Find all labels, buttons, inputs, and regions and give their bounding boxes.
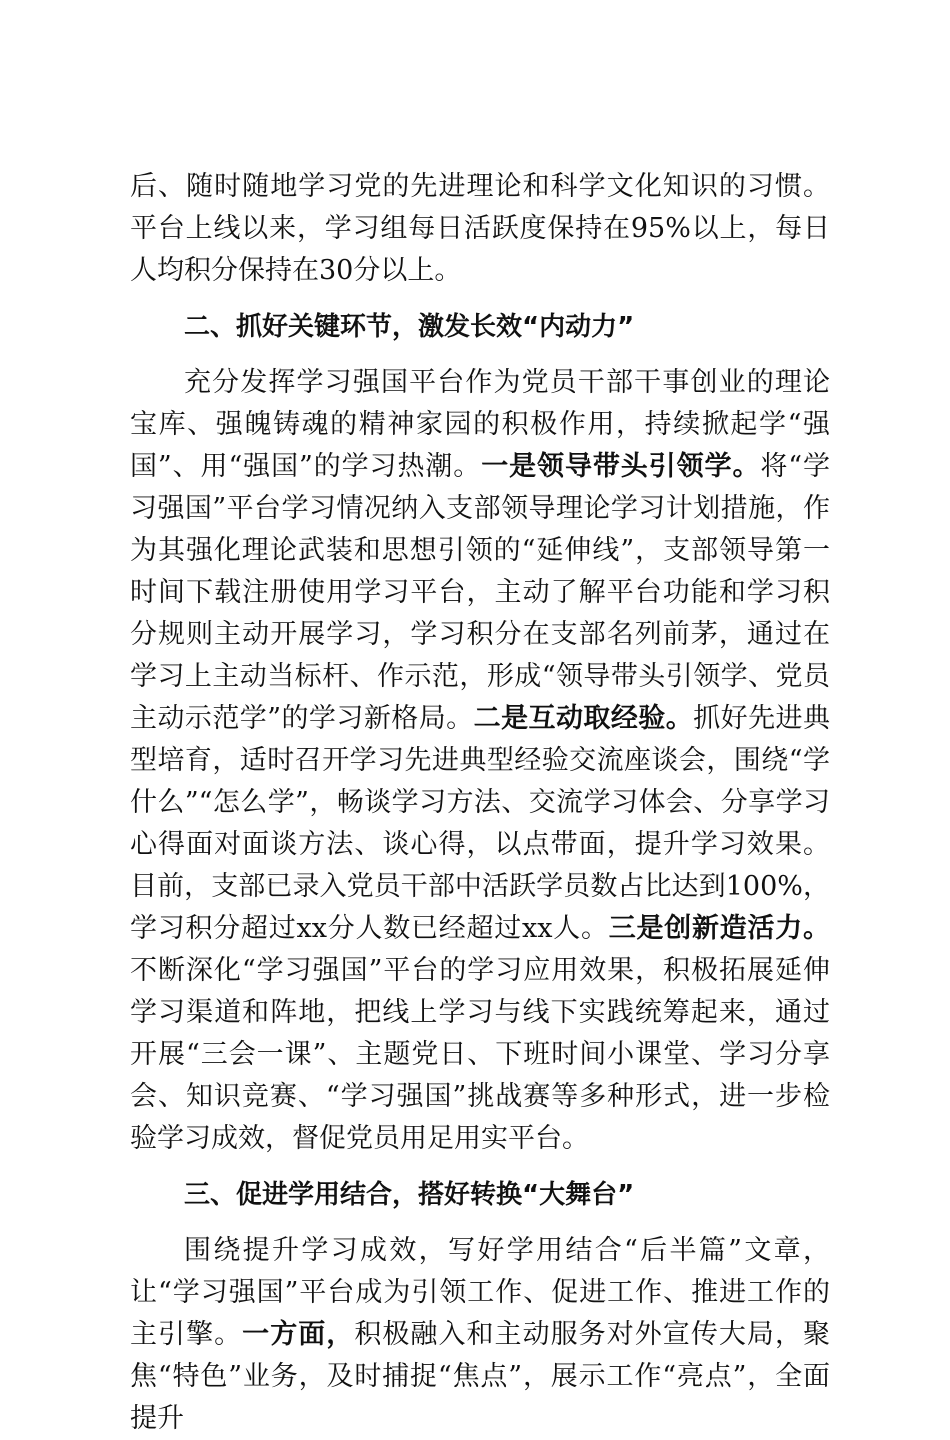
section-2-text-start: 充分发挥学习强国平台作为党员干部干事创业的理论宝库、强魄铸魂的精神家园的积极作用，持续掀起学“强国”、用“强国”的学习热潮。	[130, 367, 830, 482]
section-2-point-3-title: 三是创新造活力。	[608, 913, 830, 944]
section-2-point-2-title: 二是互动取经验。	[473, 703, 694, 734]
section-2-heading: 二、抓好关键环节，激发长效“内动力”	[184, 312, 635, 342]
section-3-point-1-title: 一方面，	[242, 1319, 355, 1350]
document-body	[130, 166, 830, 1440]
intro-paragraph: 后、随时随地学习党的先进理论和科学文化知识的习惯。平台上线以来，学习组每日活跃度保持在95%以上，每日人均积分保持在30分以上。	[130, 171, 830, 286]
section-2-point-1-title: 一是领导带头引领学。	[481, 451, 761, 482]
section-2-point-2-text: 抓好先进典型培育，适时召开学习先进典型经验交流座谈会，围绕“学什么”“怎么学”，畅谈学习方法、交流学习体会、分享学习心得面对面谈方法、谈心得，以点带面，提升学习效果。目前，支部已录入党员干部中活跃学员数占比达到100%，学习积分超过xx分人数已经超过xx人。	[130, 703, 831, 944]
section-3-point-1-text: 积极融入和主动服务对外宣传大局，聚焦“特色”业务，及时捕捉“焦点”，展示工作“亮点”，全面提升	[130, 1319, 831, 1434]
section-2-point-1-text: 将“学习强国”平台学习情况纳入支部领导理论学习计划措施，作为其强化理论武装和思想引领的“延伸线”，支部领导第一时间下载注册使用学习平台，主动了解平台功能和学习积分规则主动开展学习，学习积分在支部名列前茅，通过在学习上主动当标杆、作示范，形成“领导带头引领学、党员主动示范学”的学习新格局。	[130, 451, 830, 734]
section-3-paragraph	[130, 1230, 830, 1440]
section-3-heading: 三、促进学用结合，搭好转换“大舞台”	[184, 1180, 635, 1210]
section-2-point-3-text: 不断深化“学习强国”平台的学习应用效果，积极拓展延伸学习渠道和阵地，把线上学习与线下实践统筹起来，通过开展“三会一课”、主题党日、下班时间小课堂、学习分享会、知识竞赛、“学习强国”挑战赛等多种形式，进一步检验学习成效，督促党员用足用实平台。	[130, 955, 830, 1154]
section-2-paragraph	[130, 362, 830, 1160]
section-3-text-start: 围绕提升学习成效，写好学用结合“后半篇”文章，让“学习强国”平台成为引领工作、促进工作、推进工作的主引擎。	[130, 1235, 830, 1350]
